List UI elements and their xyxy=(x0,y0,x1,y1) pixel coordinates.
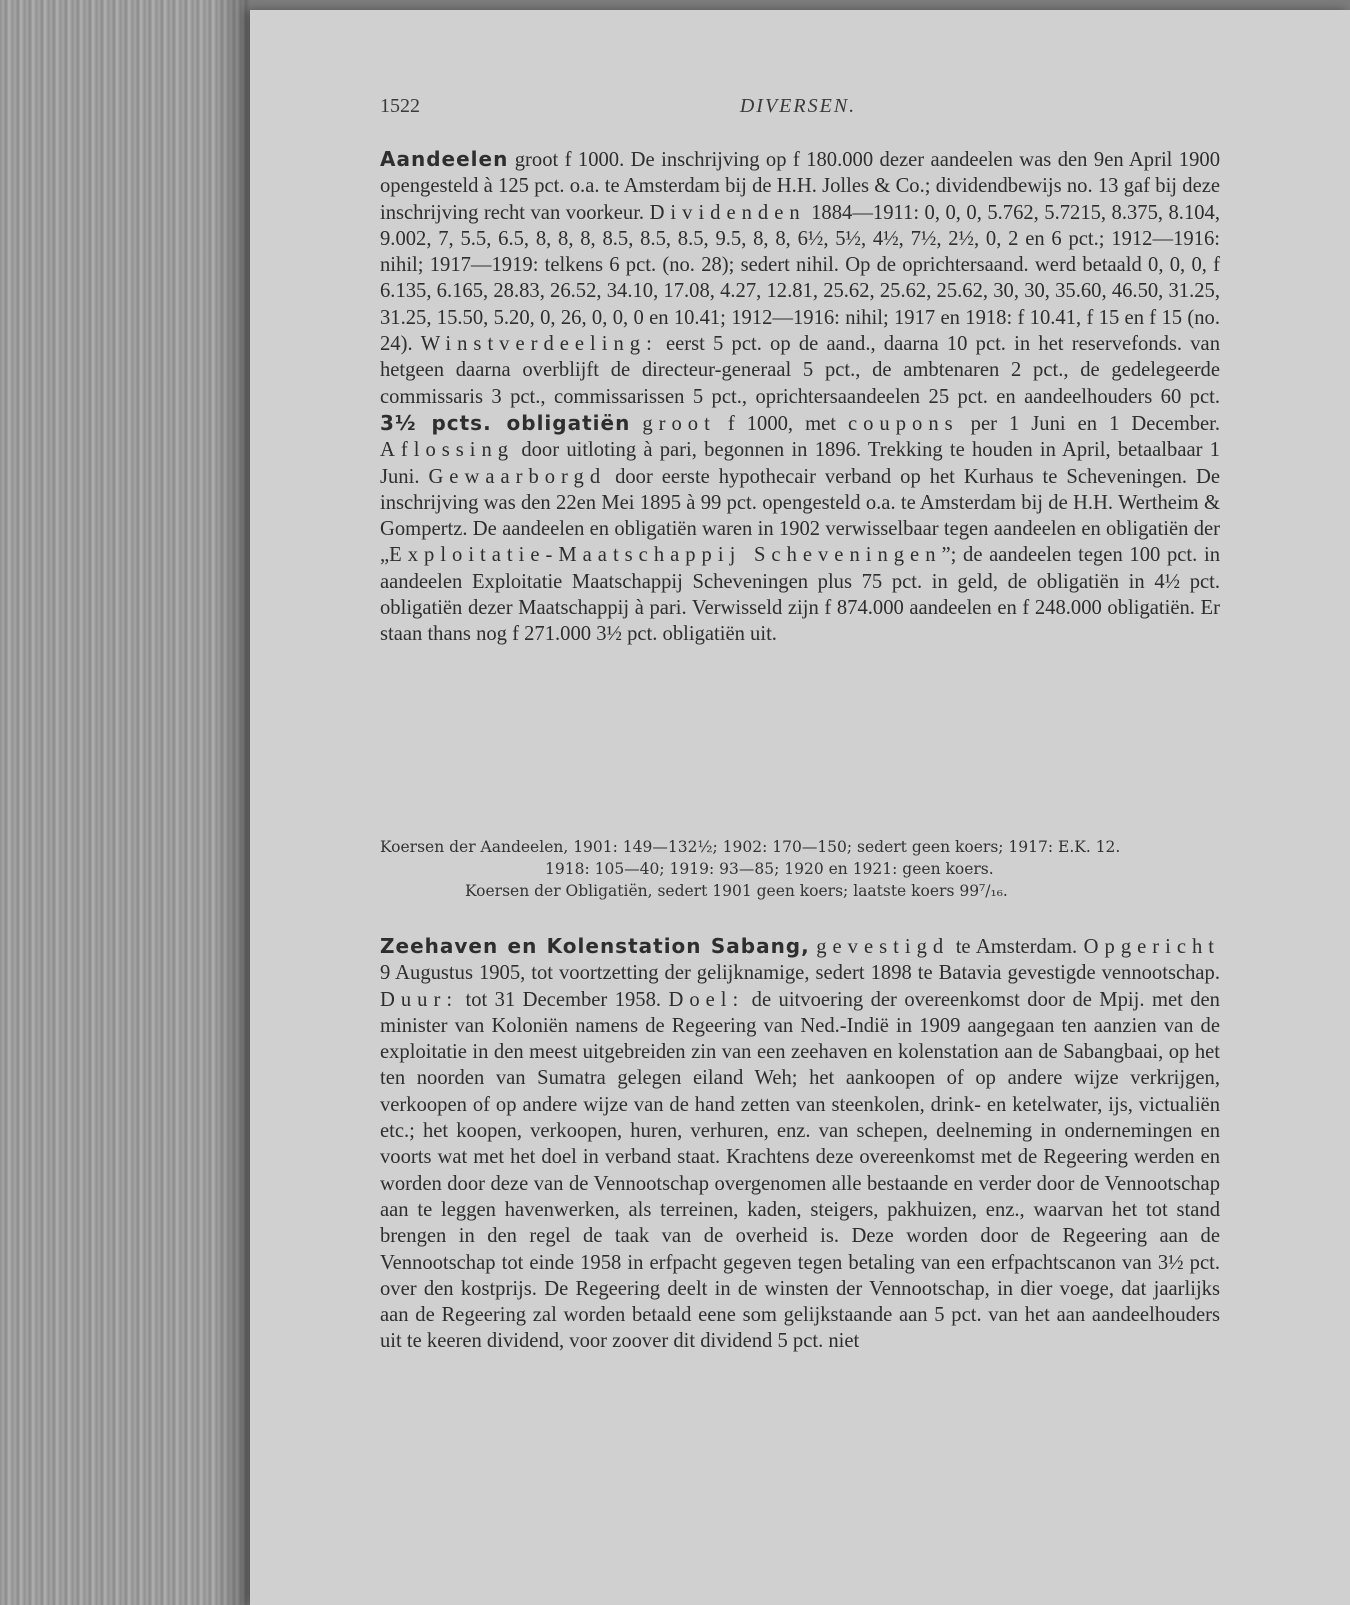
spaced-label: Duur: xyxy=(380,988,459,1011)
text: f 1000, met xyxy=(715,412,848,435)
text: te Amsterdam. xyxy=(949,936,1084,958)
spaced-label: Opgericht xyxy=(1083,936,1221,958)
section-title: Aandeelen xyxy=(380,147,509,171)
page-number: 1522 xyxy=(380,95,420,117)
quote-line: Koersen der Obligatiën, sedert 1901 geen koers; laatste koers 99⁷/₁₆. xyxy=(465,882,1008,900)
text: per 1 Juni en 1 December. xyxy=(958,412,1221,435)
text: door eerste hypothecair verband op het Kurhaus te Scheveningen. De inschrijving was den 22en Mei 1895 à 99 pct. opengesteld o.a. te Amsterdam bij de H.H. Wertheim & Gompertz. De aandeelen en obligatiën waren in 1902 verwisselbaar tegen aandeelen en obligatiën der „ xyxy=(380,465,1220,567)
spaced-label: Aflossing xyxy=(380,439,515,462)
text: eerst 5 pct. op de aand., daarna 10 pct. in het reservefonds. van hetgeen daarna overblijft de directeur-generaal 5 pct., de ambtenaren 2 pct., de gedelegeerde commissaris 3 pct., commissarissen 5 pct., oprichtersaandeelen 25 pct. en aandeelhouders 60 pct. xyxy=(380,333,1220,408)
text: ”; de aandeelen tegen 100 pct. in aandeelen Exploitatie Maatschappij Scheveningen plus 75 pct. in geld, de obligatiën in 4½ pct. obligatiën dezer Maatschappij à pari. Verwisseld zijn f 874.000 aandeelen en f 248.000 obligatiën. Er staan thans nog f 271.000 3½ pct. obligatiën uit. xyxy=(380,544,1220,646)
page-header xyxy=(380,95,1216,125)
subsection-title: 3½ pcts. obligatiën xyxy=(380,410,631,435)
paragraph xyxy=(380,933,1220,1355)
section-title: Zeehaven en Kolenstation Sabang, xyxy=(380,934,810,958)
section-sabang xyxy=(380,933,1220,1355)
spaced-label: Gewaarborgd xyxy=(428,465,607,488)
spaced-label: groot xyxy=(642,412,716,435)
quote-line: 1918: 105—40; 1919: 93—85; 1920 en 1921: geen koers. xyxy=(545,860,994,878)
section-aandeelen xyxy=(380,146,1220,648)
spaced-label: Doel: xyxy=(668,988,745,1011)
quote-line: Koersen der Aandeelen, 1901: 149—132½; 1902: 170—150; sedert geen koers; 1917: E.K. 12. xyxy=(380,838,1121,856)
binding-shadow xyxy=(215,0,255,1605)
text: door uitloting à pari, begonnen in 1896. Trekking te houden in April, betaalbaar 1 Juni. xyxy=(380,439,1220,488)
book-page-edges xyxy=(0,0,250,1605)
text xyxy=(630,413,642,435)
page-top-edge xyxy=(250,0,1350,10)
spaced-label: Dividenden xyxy=(649,201,806,224)
price-quotes xyxy=(380,836,1220,902)
paragraph xyxy=(380,146,1220,648)
text: 9 Augustus 1905, tot voortzetting der gelijknamige, sedert 1898 te Batavia gevestigde vennootschap. xyxy=(380,962,1220,985)
spaced-label: gevestigd xyxy=(816,936,950,958)
text: tot 31 December 1958. xyxy=(458,988,669,1011)
running-head: DIVERSEN. xyxy=(739,95,857,117)
text: 1884—1911: 0, 0, 0, 5.762, 5.7215, 8.375, 8.104, 9.002, 7, 5.5, 6.5, 8, 8, 8, 8.5, 8.5, 8.5, 9.5, 8, 8, 6½, 5½, 4½, 7½, 2½, 0, 2 en 6 pct.; 1912—1916: nihil; 1917—1919: telkens 6 pct. (no. 28); sedert nihil. Op de oprichtersaand. werd betaald 0, 0, 0, f 6.135, 6.165, 28.83, 26.52, 34.10, 17.08, 4.27, 12.81, 25.62, 25.62, 25.62, 30, 30, 35.60, 46.50, 31.25, 31.25, 15.50, 5.20, 0, 26, 0, 0, 0 en 10.41; 1912—1916: nihil; 1917 en 1918: f 10.41, f 15 en f 15 (no. 24). xyxy=(380,201,1220,356)
spaced-label: Exploitatie-Maatschappij Scheveningen xyxy=(389,544,942,567)
text: groot f 1000. De inschrijving op f 180.000 dezer aandeelen was den 9en April 1900 opengesteld à 125 pct. o.a. te Amsterdam bij de H.H. Jolles & Co.; dividendbewijs no. 13 gaf bij deze inschrijving recht van voorkeur. xyxy=(380,149,1220,224)
spaced-label: Winstverdeeling: xyxy=(420,333,658,356)
text: de uitvoering der overeenkomst door de Mpij. met den minister van Koloniën namens de Regeering van Ned.-Indië in 1909 aangegaan ten aanzien van de exploitatie in den meest uitgebreiden zin van een zeehaven en kolenstation aan de Sabangbaai, op het ten noorden van Sumatra gelegen eiland Weh; het aankoopen of op andere wijze verkrijgen, verkoopen of op andere wijze van de hand zetten van steenkolen, drink- en ketelwater, ijs, victualiën etc.; het koopen, verkoopen, huren, verhuren, enz. van schepen, deelneming in ondernemingen en voorts wat met het doel in verband staat. Krachtens deze overeenkomst met de Regeering werden en worden door deze van de Vennootschap overgenomen alle bestaande en verder door de Vennootschap aan te leggen havenwerken, als terreinen, kaden, steigers, pakhuizen, enz., waarvan het tot stand brengen in den regel de taak van de overheid is. Deze worden door de Regeering aan de Vennootschap tot einde 1958 in erfpacht gegeven tegen betaling van een erfpachtscanon van 3½ pct. over den kostprijs. De Regeering deelt in de winsten der Vennootschap, in dier voege, dat jaarlijks aan de Regeering zal worden betaald eene som gelijkstaande aan 5 pct. van het aan aandeelhouders uit te keeren dividend, voor zoover dit dividend 5 pct. niet xyxy=(380,988,1220,1353)
spaced-label: coupons xyxy=(848,412,959,435)
